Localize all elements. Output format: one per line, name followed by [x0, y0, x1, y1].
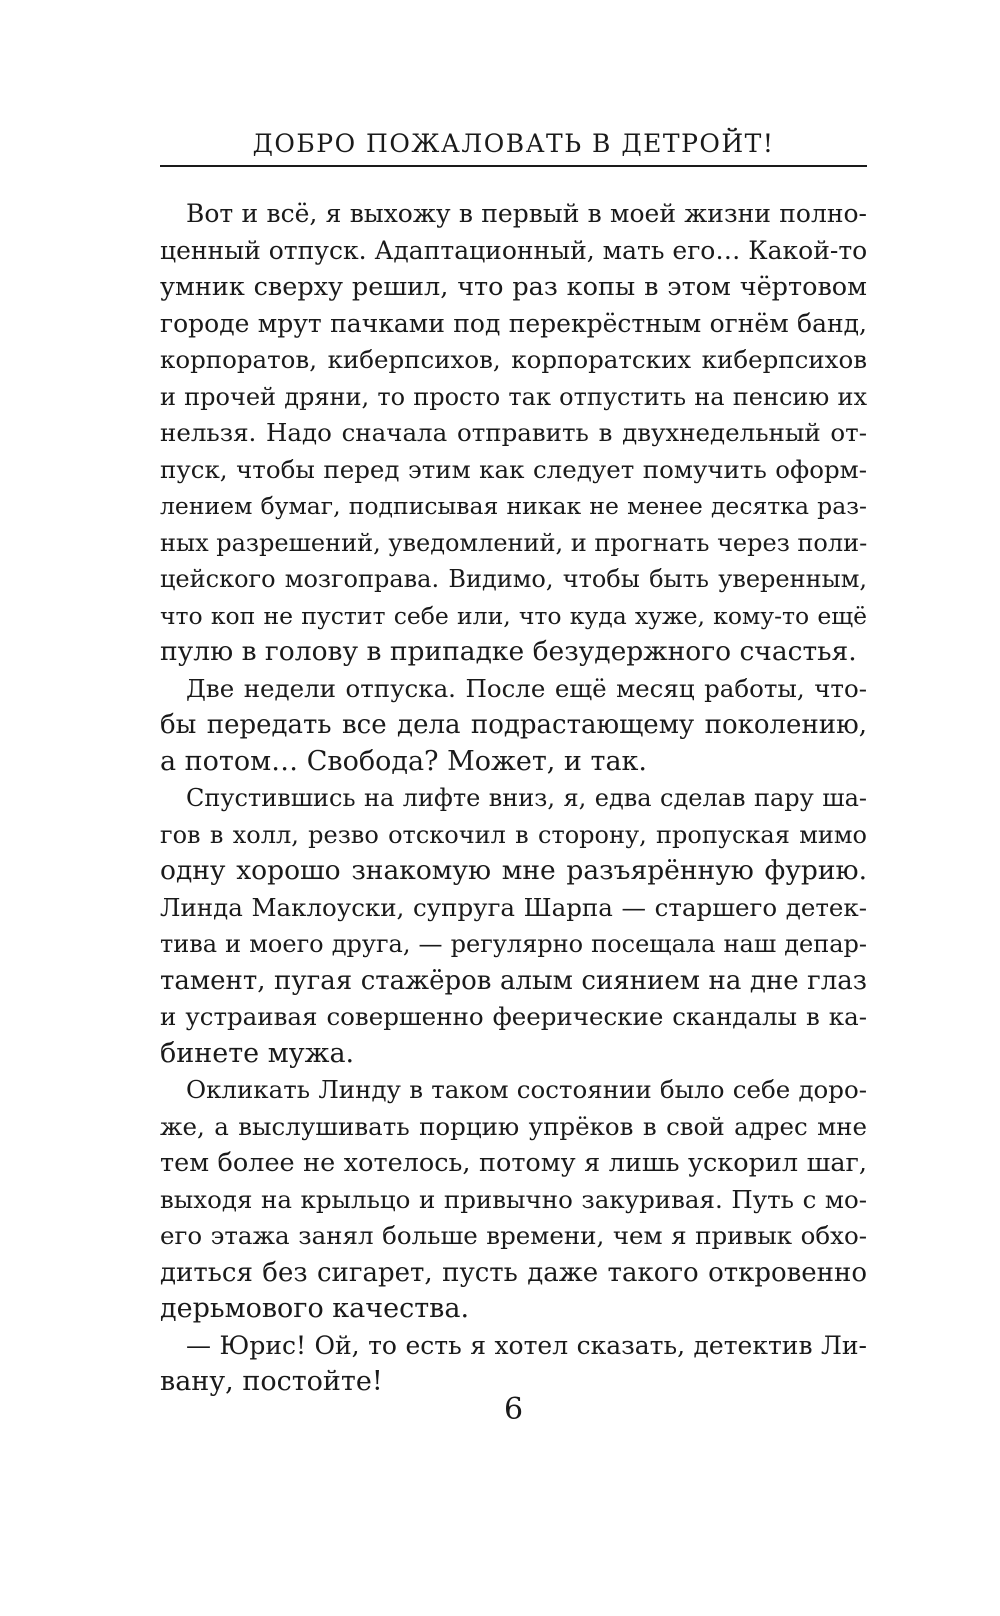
text-line: и прочей дряни, то просто так отпустить на пенсию их [160, 382, 867, 411]
text-line: дерьмового качества. [160, 1293, 470, 1324]
text-line: диться без сигарет, пусть даже такого откровенно [160, 1257, 867, 1288]
text-line: пуск, чтобы перед этим как следует помучить оформ- [160, 454, 867, 484]
paragraph-1 [160, 196, 867, 671]
text-line: ценный отпуск. Адаптационный, мать его… Какой-то [160, 235, 868, 265]
text-line: выходя на крыльцо и привычно закуривая. Путь с мо- [160, 1184, 867, 1214]
text-line: цейского мозгоправа. Видимо, чтобы быть уверенным, [160, 565, 867, 593]
text-line: тем более не хотелось, потому я лишь ускорил шаг, [160, 1148, 867, 1178]
header-rule [160, 165, 867, 167]
text-line: городе мрут пачками под перекрёстным огнём банд, [160, 308, 867, 338]
text-line: Вот и всё, я выхожу в первый в моей жизни полно- [186, 199, 867, 228]
body-text [160, 196, 867, 1401]
paragraph-4 [160, 1072, 867, 1328]
text-line: что коп не пустит себе или, что куда хуже, кому-то ещё [160, 601, 867, 630]
text-line: лением бумаг, подписывая никак не менее десятка раз- [160, 492, 867, 520]
text-line: и устраивая совершенно феерические скандалы в ка- [160, 1002, 867, 1031]
text-line: ных разрешений, уведомлений, и прогнать через поли- [160, 528, 868, 557]
text-line: бинете мужа. [160, 1037, 355, 1069]
text-line: бы передать все дела подрастающему поколению, [160, 710, 867, 740]
paragraph-3 [160, 780, 867, 1072]
text-line: тамент, пугая стажёров алым сиянием на дне глаз [160, 965, 867, 996]
text-line: одну хорошо знакомую мне разъярённую фурию. [160, 855, 867, 886]
text-line: тива и моего друга, — регулярно посещала наш депар- [160, 930, 867, 958]
text-line: — Юрис! Ой, то есть я хотел сказать, детектив Ли- [186, 1330, 867, 1360]
page-number: 6 [503, 1392, 524, 1427]
text-line: нельзя. Надо сначала отправить в двухнедельный от- [160, 418, 867, 447]
text-line: Линда Маклоуски, супруга Шарпа — старшего детек- [160, 892, 867, 922]
text-line: корпоратов, киберпсихов, корпоратских киберпсихов [160, 345, 867, 374]
text-line: Две недели отпуска. После ещё месяц работы, что- [186, 673, 867, 703]
text-line: Окликать Линду в таком состоянии было себе доро- [186, 1075, 867, 1104]
text-line: Спустившись на лифте вниз, я, едва сделав пару ша- [186, 784, 867, 812]
text-line: а потом… Свобода? Может, и так. [160, 745, 648, 777]
paragraph-2 [160, 671, 867, 781]
text-line: его этажа занял больше времени, чем я привык обхо- [160, 1221, 867, 1250]
text-line: вану, постойте! [160, 1366, 383, 1397]
text-line: гов в холл, резво отскочил в сторону, пропуская мимо [160, 820, 867, 849]
running-head-title: ДОБРО ПОЖАЛОВАТЬ В ДЕТРОЙТ! [252, 129, 775, 158]
text-line: умник сверху решил, что раз копы в этом чёртовом [160, 272, 867, 302]
text-line: пулю в голову в припадке безудержного счастья. [160, 636, 857, 667]
text-line: же, а выслушивать порцию упрёков в свой адрес мне [160, 1111, 867, 1141]
